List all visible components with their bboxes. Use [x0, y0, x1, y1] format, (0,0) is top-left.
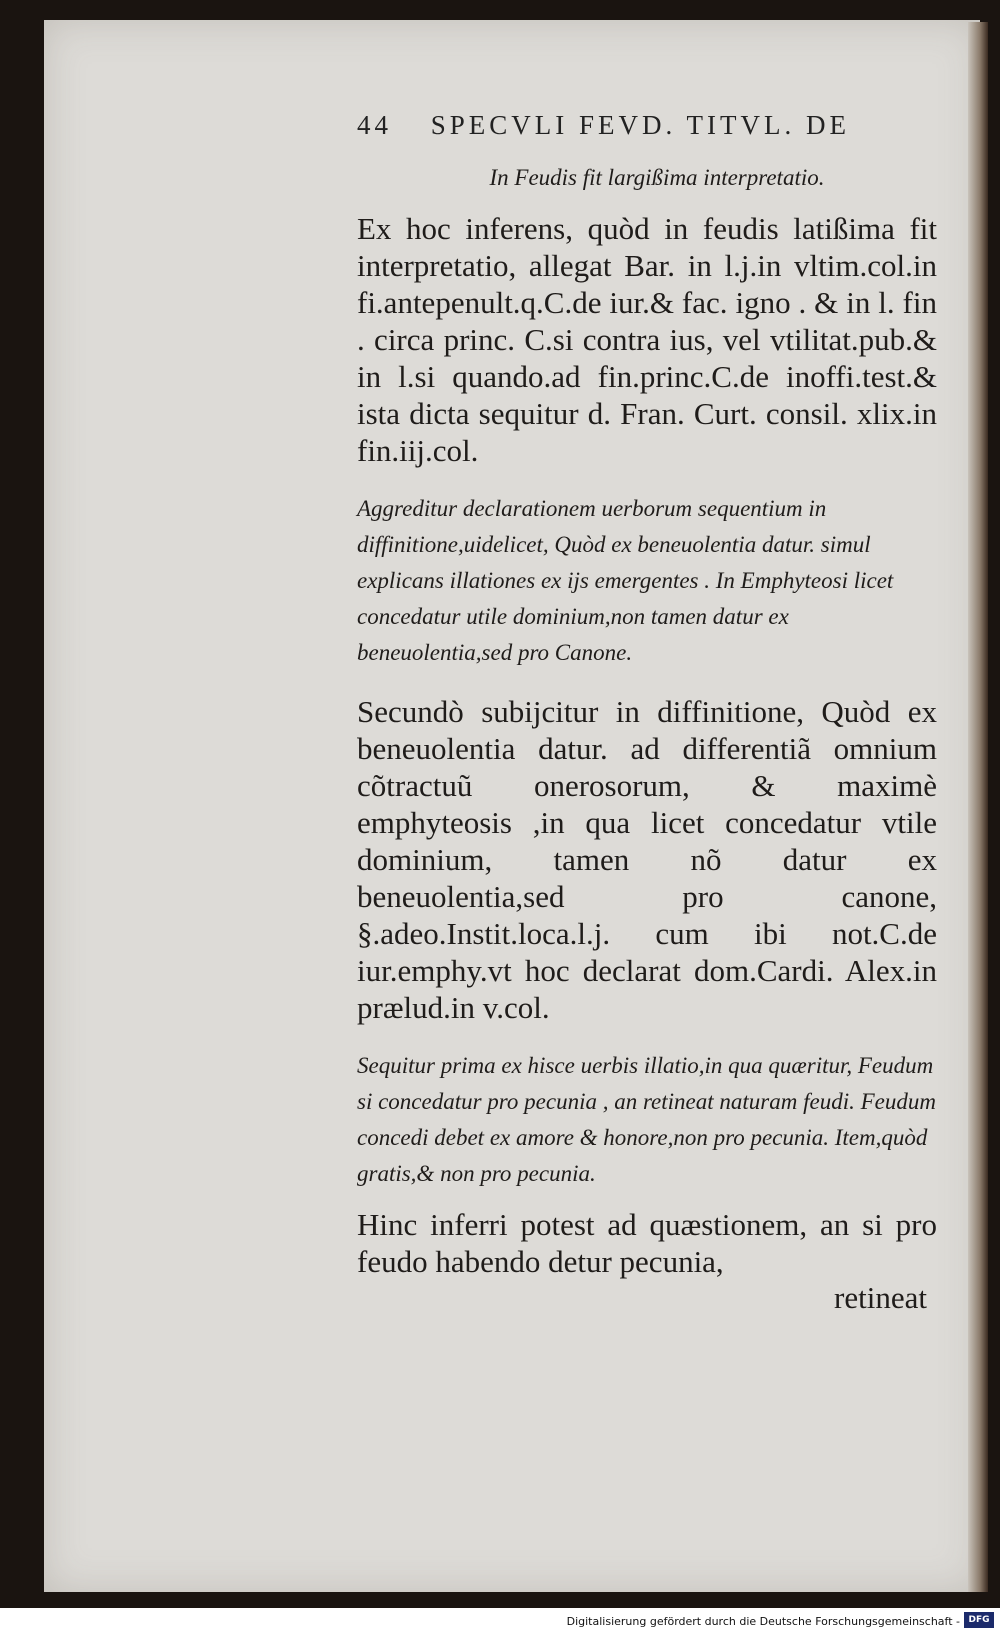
footer-credit: Digitalisierung gefördert durch die Deutsche Forschungsgemeinschaft -	[566, 1615, 960, 1628]
spacer	[357, 469, 937, 491]
page-edge	[968, 22, 988, 1592]
spacer	[357, 196, 937, 210]
paragraph-1: Ex hoc inferens, quòd in feudis latißima fit interpretatio, allegat Bar. in l.j.in vltim.col.in fi.antepenult.q.C.de iur.& fac. igno . & in l. fin . circa princ. C.si contra ius, vel vtilitat.pub.& in l.si quando.ad fin.princ.C.de inoffi.test.& ista dicta sequitur d. Fran. Curt. consil. xlix.in fin.iij.col.	[357, 211, 937, 468]
text-block	[357, 160, 937, 1316]
paragraph-2: Secundò subijcitur in diffinitione, Quòd ex beneuolentia datur. ad differentiã omnium cõtractuũ onerosorum, & maximè emphyteosis ,in qua licet concedatur vtile dominium, tamen nõ datur ex beneuolentia,sed pro canone, §.adeo.Instit.loca.l.j. cum ibi not.C.de iur.emphy.vt hoc declarat dom.Cardi. Alex.in prælud.in v.col.	[357, 694, 937, 1025]
dfg-logo-icon: DFG	[964, 1612, 994, 1628]
spacer	[357, 1026, 937, 1048]
running-title: SPECVLI FEVD. TITVL. DE	[430, 110, 850, 140]
spacer	[357, 1192, 937, 1206]
sidenote-3: Sequitur prima ex hisce uerbis illatio,in qua quæritur, Feudum si concedatur pro pecunia , an retineat naturam feudi. Feudum concedi debet ex amore & honore,non pro pecunia. Item,quòd gratis,& non pro pecunia.	[357, 1053, 936, 1186]
page-number: 44	[357, 110, 392, 140]
paragraph-3: Hinc inferri potest ad quæstionem, an si pro feudo habendo detur pecunia,	[357, 1207, 937, 1279]
sidenote-2: Aggreditur declarationem uerborum sequentium in diffinitione,uidelicet, Quòd ex beneuolentia datur. simul explicans illationes ex ijs emergentes . In Emphyteosi licet concedatur utile dominium,non tamen datur ex beneuolentia,sed pro Canone.	[357, 496, 894, 665]
catchword: retineat	[834, 1280, 927, 1315]
sidenote-1: In Feudis fit largißima interpretatio.	[489, 165, 825, 190]
running-head	[357, 110, 877, 141]
spacer	[357, 671, 937, 693]
